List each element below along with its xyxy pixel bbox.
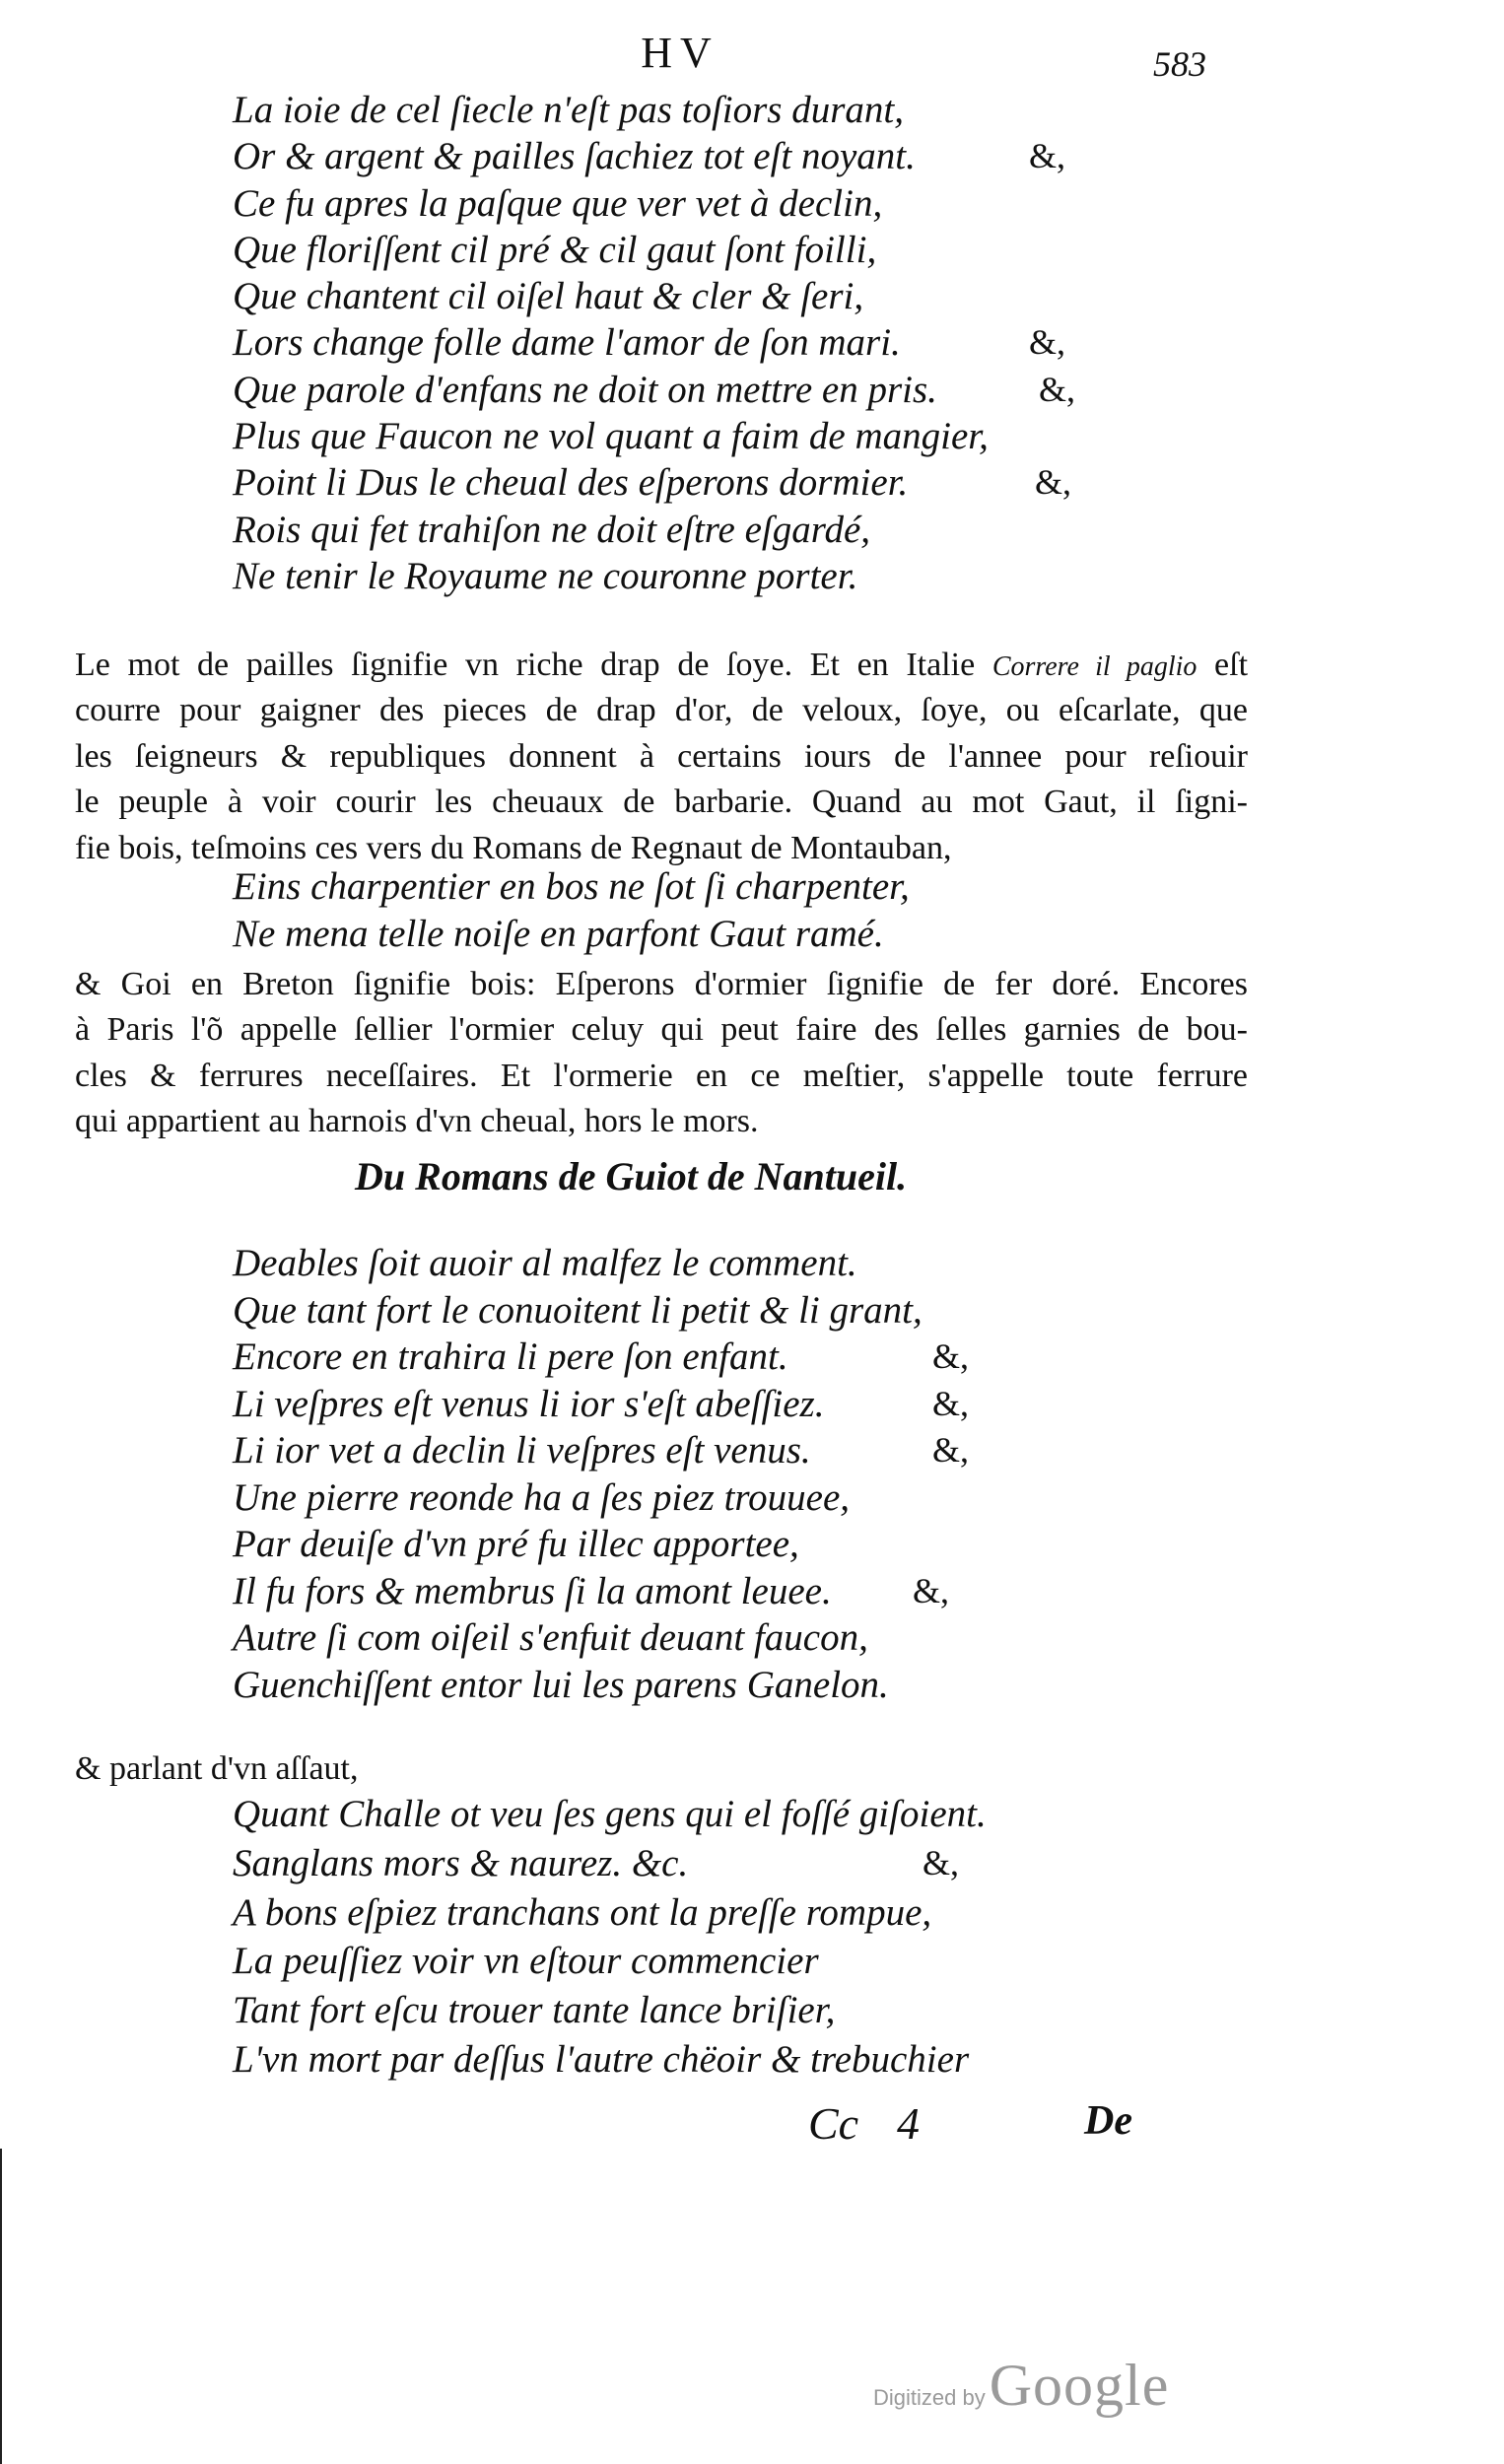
prose-line: courre pour gaigner des pieces de drap d'or, de veloux, ſoye, ou eſcarlate, que — [75, 692, 1248, 729]
verse-line: Encore en trahira li pere ſon enfant. &, — [233, 1334, 1198, 1381]
verse-block — [233, 1790, 1198, 2085]
verse-line: Guenchiſſent entor lui les parens Ganelon. — [233, 1663, 889, 1706]
verse-line: Il fu fors & membrus ſi la amont leuee. &, — [233, 1568, 1198, 1615]
continuation-mark: &, — [1029, 136, 1066, 176]
prose-line: le peuple à voir courir les cheuaux de barbarie. Quand au mot Gaut, il ſigni- — [75, 784, 1248, 821]
verse-line: Par deuiſe d'vn pré fu illec apportee, — [233, 1523, 799, 1565]
continuation-mark: &, — [1035, 462, 1072, 503]
verse-line: Or & argent & pailles ſachiez tot eſt noyant. &, — [233, 133, 1198, 179]
page-footer — [0, 2097, 1504, 2156]
continuation-mark: &, — [932, 1383, 970, 1423]
signature-mark: Cc — [808, 2098, 859, 2149]
prose-paragraph — [75, 962, 1248, 1145]
verse-line: Li veſpres eſt venus li ior s'eſt abeſſiez. &, — [233, 1381, 1198, 1428]
verse-line: Autre ſi com oiſeil s'enfuit deuant faucon, — [233, 1616, 868, 1659]
verse-line: La ioie de cel ſiecle n'eſt pas toſiors durant, — [233, 89, 904, 131]
google-logo: Google — [989, 2353, 1170, 2418]
prose-line: & parlant d'vn aſſaut, — [75, 1750, 359, 1787]
catchword: De — [1084, 2098, 1132, 2144]
verse-line: La peuſſiez voir vn eſtour commencier — [233, 1940, 819, 1983]
prose-line: fie bois, teſmoins ces vers du Romans de Regnaut de Montauban, — [75, 829, 952, 866]
signature-number: 4 — [897, 2098, 920, 2149]
verse-line: Que tant fort le conuoitent li petit & li grant, — [233, 1288, 923, 1332]
running-header: HV — [641, 29, 719, 77]
verse-block — [233, 863, 1198, 957]
verse-line: Que chantent cil oiſel haut & cler & ſeri, — [233, 275, 864, 318]
continuation-mark: &, — [932, 1336, 970, 1376]
verse-line: Point li Dus le cheual des eſperons dormier. &, — [233, 459, 1198, 506]
verse-line: Que floriſſent cil pré & cil gaut ſont foilli, — [233, 228, 877, 271]
verse-line: Lors change folle dame l'amor de ſon mari. &, — [233, 319, 1198, 366]
digitization-watermark: Digitized by Google — [873, 2353, 1170, 2418]
prose-line: qui appartient au harnois d'vn cheual, hors le mors. — [75, 1103, 759, 1140]
prose-line: les ſeigneurs & republiques donnent à certains iours de l'annee pour reſiouir — [75, 737, 1248, 775]
prose-paragraph — [75, 643, 1248, 871]
section-heading: Du Romans de Guiot de Nantueil. — [355, 1154, 908, 1198]
continuation-mark: &, — [913, 1570, 950, 1610]
verse-line: Ne tenir le Royaume ne couronne porter. — [233, 554, 858, 597]
prose-line: Le mot de pailles ſignifie vn riche drap de ſoye. Et en Italie Correre il paglio eſt — [75, 647, 1249, 683]
verse-line: Rois qui fet trahiſon ne doit eſtre eſgardé, — [233, 508, 871, 551]
prose-line: à Paris l'õ appelle ſellier l'ormier celuy qui peut faire des ſelles garnies de bou- — [75, 1011, 1248, 1049]
verse-line: Une pierre reonde ha a ſes piez trouuee, — [233, 1475, 851, 1519]
continuation-mark: &, — [1039, 369, 1076, 409]
verse-line: L'vn mort par deſſus l'autre chëoir & trebuchier — [233, 2037, 970, 2081]
verse-line: Sanglans mors & naurez. &c. &, — [233, 1839, 1198, 1888]
continuation-mark: &, — [1029, 322, 1066, 363]
scan-edge-line — [0, 2149, 2, 2464]
verse-line: Ce fu apres la paſque que ver vet à declin, — [233, 181, 883, 225]
verse-line: Eins charpentier en bos ne ſot ſi charpenter, — [233, 865, 910, 908]
verse-line: Tant fort eſcu trouer tante lance briſier, — [233, 1989, 836, 2032]
prose-line: cles & ferrures neceſſaires. Et l'ormerie en ce meſtier, s'appelle toute ferrure — [75, 1057, 1248, 1094]
verse-line: Ne mena telle noiſe en parfont Gaut ramé. — [233, 912, 884, 955]
verse-line: A bons eſpiez tranchans ont la preſſe rompue, — [233, 1890, 932, 1934]
verse-line: Quant Challe ot veu ſes gens qui el foſſé giſoient. — [233, 1793, 987, 1835]
verse-block — [233, 87, 1198, 599]
prose-paragraph — [75, 1746, 1248, 1792]
verse-line: Plus que Faucon ne vol quant a faim de mangier, — [233, 415, 989, 458]
verse-block — [233, 1240, 1198, 1708]
page-number: 583 — [1153, 44, 1206, 84]
continuation-mark: &, — [923, 1842, 960, 1882]
verse-line: Que parole d'enfans ne doit on mettre en pris. &, — [233, 367, 1198, 413]
verse-line: Deables ſoit auoir al malfez le comment. — [233, 1242, 857, 1284]
continuation-mark: &, — [932, 1430, 970, 1470]
prose-line: & Goi en Breton ſignifie bois: Eſperons d'ormier ſignifie de fer doré. Encores — [75, 966, 1248, 1002]
verse-line: Li ior vet a declin li veſpres eſt venus. &, — [233, 1427, 1198, 1474]
